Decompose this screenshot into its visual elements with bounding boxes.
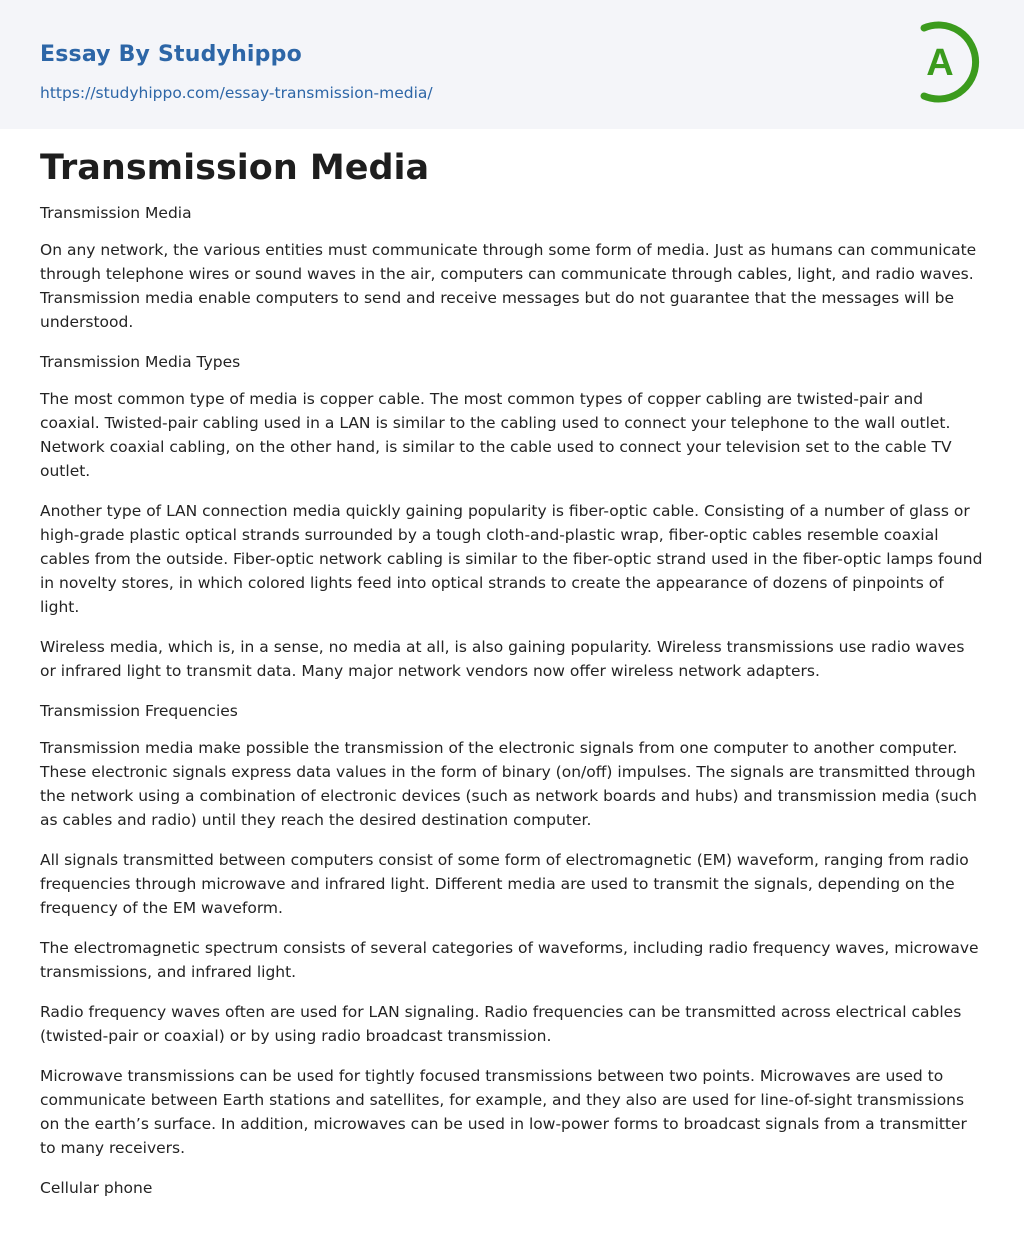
paragraph: Another type of LAN connection media quickly gaining popularity is fiber-optic cable. Consisting of a number of glass or high-grade plastic optical strands surrounded by a tough cloth-and-plastic wrap, fiber-optic cables resemble coaxial cables from the outside. Fiber-optic network cabling is similar to the fiber-optic strand used in the fiber-optic lamps found in novelty stores, in which colored lights feed into optical strands to create the appearance of dozens of pinpoints of light.: [40, 502, 983, 616]
article-content: [0, 129, 1024, 1200]
paragraph: The electromagnetic spectrum consists of several categories of waveforms, including radio frequency waves, microwave transmissions, and infrared light.: [40, 939, 979, 981]
paragraph: Transmission media make possible the transmission of the electronic signals from one computer to another computer. These electronic signals express data values in the form of binary (on/off) impulses. The signals are transmitted through the network using a combination of electronic devices (such as network boards and hubs) and transmission media (such as cables and radio) until they reach the desired destination computer.: [40, 739, 978, 829]
paragraph: Microwave transmissions can be used for tightly focused transmissions between two points. Microwaves are used to communicate between Earth stations and satellites, for example, and they also are used for line-of-sight transmissions on the earth’s surface. In addition, microwaves can be used in low-power forms to broadcast signals from a transmitter to many receivers.: [40, 1067, 967, 1157]
site-header: [0, 0, 1024, 129]
paragraph: Radio frequency waves often are used for LAN signaling. Radio frequencies can be transmitted across electrical cables (twisted-pair or coaxial) or by using radio broadcast transmission.: [40, 1003, 962, 1045]
brand-title[interactable]: Essay By Studyhippo: [40, 42, 302, 67]
studyhippo-logo-icon[interactable]: [910, 18, 988, 106]
page-title: Transmission Media: [40, 148, 430, 188]
source-url-link[interactable]: https://studyhippo.com/essay-transmission-media/: [40, 84, 433, 102]
logo-letter: A: [926, 42, 954, 84]
subheading-frequencies: Transmission Frequencies: [40, 702, 238, 720]
subheading-media-types: Transmission Media Types: [40, 353, 241, 371]
paragraph: The most common type of media is copper cable. The most common types of copper cabling are twisted-pair and coaxial. Twisted-pair cabling used in a LAN is similar to the cabling used to connect your telephone to the wall outlet. Network coaxial cabling, on the other hand, is similar to the cable used to connect your television set to the cable TV outlet.: [40, 390, 952, 480]
paragraph: On any network, the various entities must communicate through some form of media. Just as humans can communicate through telephone wires or sound waves in the air, computers can communicate through cables, light, and radio waves. Transmission media enable computers to send and receive messages but do not guarantee that the messages will be understood.: [40, 241, 977, 331]
paragraph: All signals transmitted between computers consist of some form of electromagnetic (EM) waveform, ranging from radio frequencies through microwave and infrared light. Different media are used to transmit the signals, depending on the frequency of the EM waveform.: [40, 851, 969, 917]
subheading-cellular: Cellular phone: [40, 1179, 153, 1197]
paragraph: Wireless media, which is, in a sense, no media at all, is also gaining popularity. Wireless transmissions use radio waves or infrared light to transmit data. Many major network vendors now offer wireless network adapters.: [40, 638, 965, 680]
subheading-intro: Transmission Media: [40, 204, 192, 222]
